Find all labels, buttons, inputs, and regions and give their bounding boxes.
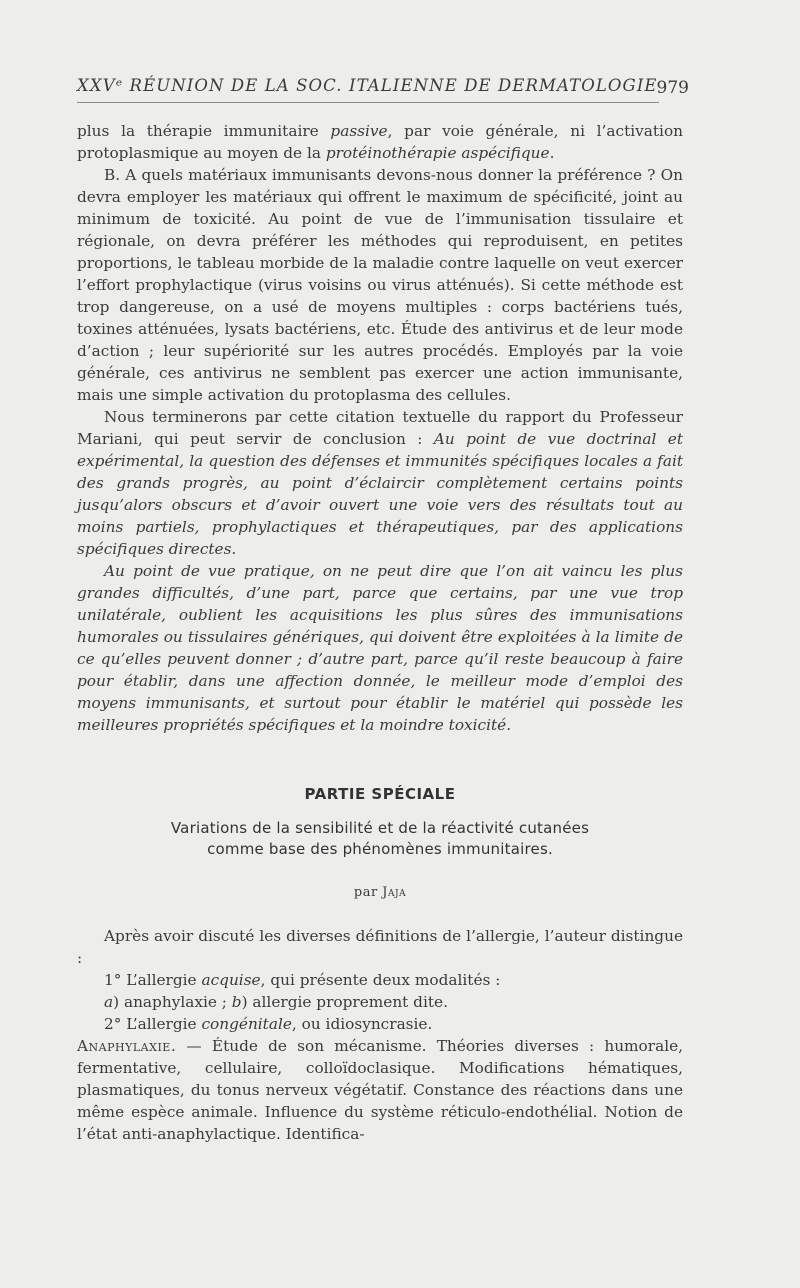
running-title: XXVᵉ RÉUNION DE LA SOC. ITALIENNE DE DERMATOLOGIE — [77, 76, 658, 95]
text-run-italic: congénitale — [201, 1015, 292, 1033]
text-run: plus la thérapie immunitaire — [77, 122, 331, 140]
section-subtitle — [77, 818, 683, 860]
author-line — [77, 882, 683, 904]
text-run-italic: acquise — [201, 971, 261, 989]
paragraph-anaphylaxie — [77, 1035, 683, 1145]
paragraph-practical: Au point de vue pratique, on ne peut dire que l’on ait vaincu les plus grandes difficultés, d’une part, parce que certains, par une vue trop unilatérale, oublient les acquisitions les plus sûres des immunisations humorales ou tissulaires génériques, qui doivent être exploitées à la limite de ce qu’elles peuvent donner ; d’autre part, parce qu’il reste beaucoup à faire pour établir, dans une affection donnée, le meilleur mode d’emploi des moyens immunisants, et surtout pour établir le matériel qui possède les meilleures propriétés spécifiques et la moindre toxicité. — [77, 562, 683, 734]
text-run-italic: passive — [330, 122, 388, 140]
paragraph-intro: Après avoir discuté les diverses définitions de l’allergie, l’auteur distingue : — [77, 927, 683, 967]
list-item — [77, 991, 683, 1013]
text-run: ) allergie proprement dite. — [241, 993, 448, 1011]
paragraph-conclusion — [77, 406, 683, 560]
paragraph-materials: B. A quels matériaux immunisants devons-nous donner la préférence ? On devra employer les matériaux qui offrent le maximum de spécificité, joint au minimum de toxicité. Au point de vue de l’immunisation tissulaire et régionale, on devra préférer les méthodes qui reproduisent, en petites proportions, le tableau morbide de la maladie contre laquelle on veut exercer l’effort prophylactique (virus voisins ou virus atténués). Si cette méthode est trop dangereuse, on a usé de moyens multiples : corps bactériens tués, toxines atténuées, lysats bactériens, etc. Étude des antivirus et de leur mode d’action ; leur supériorité sur les autres procédés. Employés par la voie générale, ces antivirus ne semblent pas exercer une action immunisante, mais une simple activation du protoplasma des cellules. — [77, 166, 683, 404]
text-run: . — [549, 144, 555, 162]
text-run: 1° L’allergie — [104, 971, 202, 989]
text-run-italic: Au point de vue doctrinal et expérimental, la question des défenses et immunités spécifiques locales a fait des grands progrès, au point d’éclaircir complètement certains points jusqu’alors obscurs et d’avoir ouvert une voie vers des résultats tout au moins partiels, prophylactiques et thérapeutiques, par des applications spécifiques directes. — [77, 430, 684, 558]
text-run: , par voie générale, ni l’activation protoplasmique au moyen de la — [77, 122, 684, 162]
list-item — [77, 969, 683, 991]
text-run-italic: protéinothérapie aspécifique — [325, 144, 550, 162]
text-run-italic: a — [104, 993, 114, 1011]
text-run: Nous terminerons par cette citation textuelle du rapport du Professeur Mariani, qui peut servir de conclusion : — [77, 408, 683, 448]
paragraph-continuation — [77, 120, 683, 164]
page-body — [77, 120, 683, 1145]
text-run-italic: b — [231, 993, 242, 1011]
list-item — [77, 1013, 683, 1035]
subtitle-line: Variations de la sensibilité et de la réactivité cutanées — [170, 819, 590, 837]
text-run: , qui présente deux modalités : — [260, 971, 501, 989]
author-prefix: par — [353, 885, 383, 900]
section-title: PARTIE SPÉCIALE — [304, 785, 456, 803]
text-run: , ou idiosyncrasie. — [291, 1015, 433, 1033]
subtitle-line: comme base des phénomènes immunitaires. — [207, 840, 553, 858]
text-run: 2° L’allergie — [104, 1015, 202, 1033]
text-run: ) anaphylaxie ; — [113, 993, 232, 1011]
author-name: Jaja — [382, 885, 407, 900]
text-run: — Étude de son mécanisme. Théories diverses : humorale, fermentative, cellulaire, colloïdoclasique. Modifications hématiques, plasmatiques, du tonus nerveux végétatif. Constance des réactions dans une même espèce animale. Influence du système réticulo-endothélial. Notion de l’état anti-anaphylactique. Identifica- — [77, 1037, 683, 1143]
running-header — [77, 76, 689, 106]
header-rule — [77, 102, 659, 103]
lead-term: Anaphylaxie. — [77, 1037, 177, 1055]
page-number: 979 — [656, 78, 689, 98]
